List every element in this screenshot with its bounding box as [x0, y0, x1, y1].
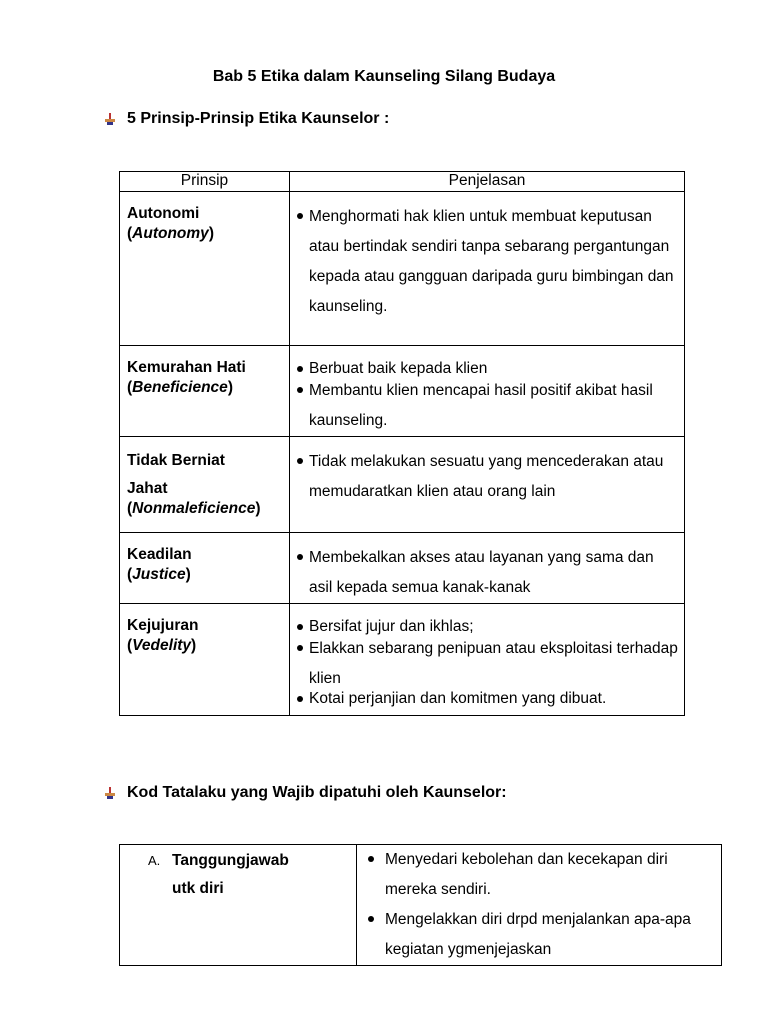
section-heading-text: Kod Tatalaku yang Wajib dipatuhi oleh Kaunselor:: [127, 784, 507, 801]
table-header-row: [120, 172, 685, 192]
principle-description-cell: [290, 604, 685, 716]
principle-name: Kemurahan Hati: [127, 359, 246, 376]
conduct-label-line1: Tanggungjawab: [172, 852, 289, 869]
conduct-description-cell: [357, 845, 722, 966]
principle-english: Autonomy: [132, 225, 209, 242]
principle-name-line2: Jahat: [127, 480, 168, 497]
principle-name-cell: Keadilan (Justice): [120, 533, 290, 604]
principle-name-cell: Autonomi (Autonomy): [120, 192, 290, 346]
pushpin-bullet-icon: [104, 113, 116, 125]
principle-english: Nonmaleficience: [132, 500, 256, 517]
list-item: Tidak melakukan sesuatu yang mencederakan atau memudaratkan klien atau orang lain: [296, 447, 680, 507]
list-item: Berbuat baik kepada klien: [296, 358, 680, 380]
list-item: Bersifat jujur dan ikhlas;: [296, 616, 680, 638]
list-item: Elakkan sebarang penipuan atau eksploitasi terhadap klien: [296, 634, 680, 694]
table-row: [120, 845, 722, 966]
header-penjelasan: Penjelasan: [290, 172, 685, 192]
list-item: Mengelakkan diri drpd menjalankan apa-apa kegiatan ygmenjejaskan: [367, 905, 717, 965]
principle-english: Vedelity: [132, 637, 192, 654]
principles-table: [119, 171, 685, 716]
principle-name: Keadilan: [127, 546, 192, 563]
conduct-letter: A.: [148, 853, 161, 868]
principle-english: Justice: [132, 566, 186, 583]
section-heading-principles: [104, 110, 389, 128]
pushpin-bullet-icon: [104, 787, 116, 799]
list-item: Membantu klien mencapai hasil positif akibat hasil kaunseling.: [296, 376, 680, 436]
table-row: [120, 192, 685, 346]
document-title: Bab 5 Etika dalam Kaunseling Silang Budaya: [212, 68, 556, 85]
list-item: Kotai perjanjian dan komitmen yang dibuat.: [296, 688, 680, 710]
conduct-label-cell: [120, 845, 357, 966]
section-heading-conduct: [104, 784, 507, 802]
conduct-table: [119, 844, 722, 966]
principle-english: Beneficience: [132, 379, 228, 396]
principle-name: Autonomi: [127, 205, 200, 222]
principle-name-cell: Kejujuran (Vedelity): [120, 604, 290, 716]
table-row: [120, 604, 685, 716]
principle-description-cell: [290, 437, 685, 533]
list-item: Menghormati hak klien untuk membuat keputusan atau bertindak sendiri tanpa sebarang pergantungan kepada atau gangguan daripada guru bimbingan dan kaunseling.: [296, 202, 680, 322]
principle-name-line1: Tidak Berniat: [127, 452, 225, 469]
principle-description-cell: [290, 192, 685, 346]
table-row: [120, 346, 685, 437]
table-row: [120, 533, 685, 604]
list-item: Membekalkan akses atau layanan yang sama dan asil kepada semua kanak-kanak: [296, 543, 680, 603]
principle-name-cell: Kemurahan Hati (Beneficience): [120, 346, 290, 437]
table-row: [120, 437, 685, 533]
list-item: Menyedari kebolehan dan kecekapan diri mereka sendiri.: [367, 845, 717, 905]
principle-name: Kejujuran: [127, 617, 199, 634]
conduct-label-line2: utk diri: [172, 880, 224, 897]
principle-name-cell: Tidak Berniat Jahat (Nonmaleficience): [120, 437, 290, 533]
principle-description-cell: [290, 346, 685, 437]
principle-description-cell: [290, 533, 685, 604]
header-prinsip: Prinsip: [120, 172, 290, 192]
section-heading-text: 5 Prinsip-Prinsip Etika Kaunselor :: [127, 110, 390, 127]
